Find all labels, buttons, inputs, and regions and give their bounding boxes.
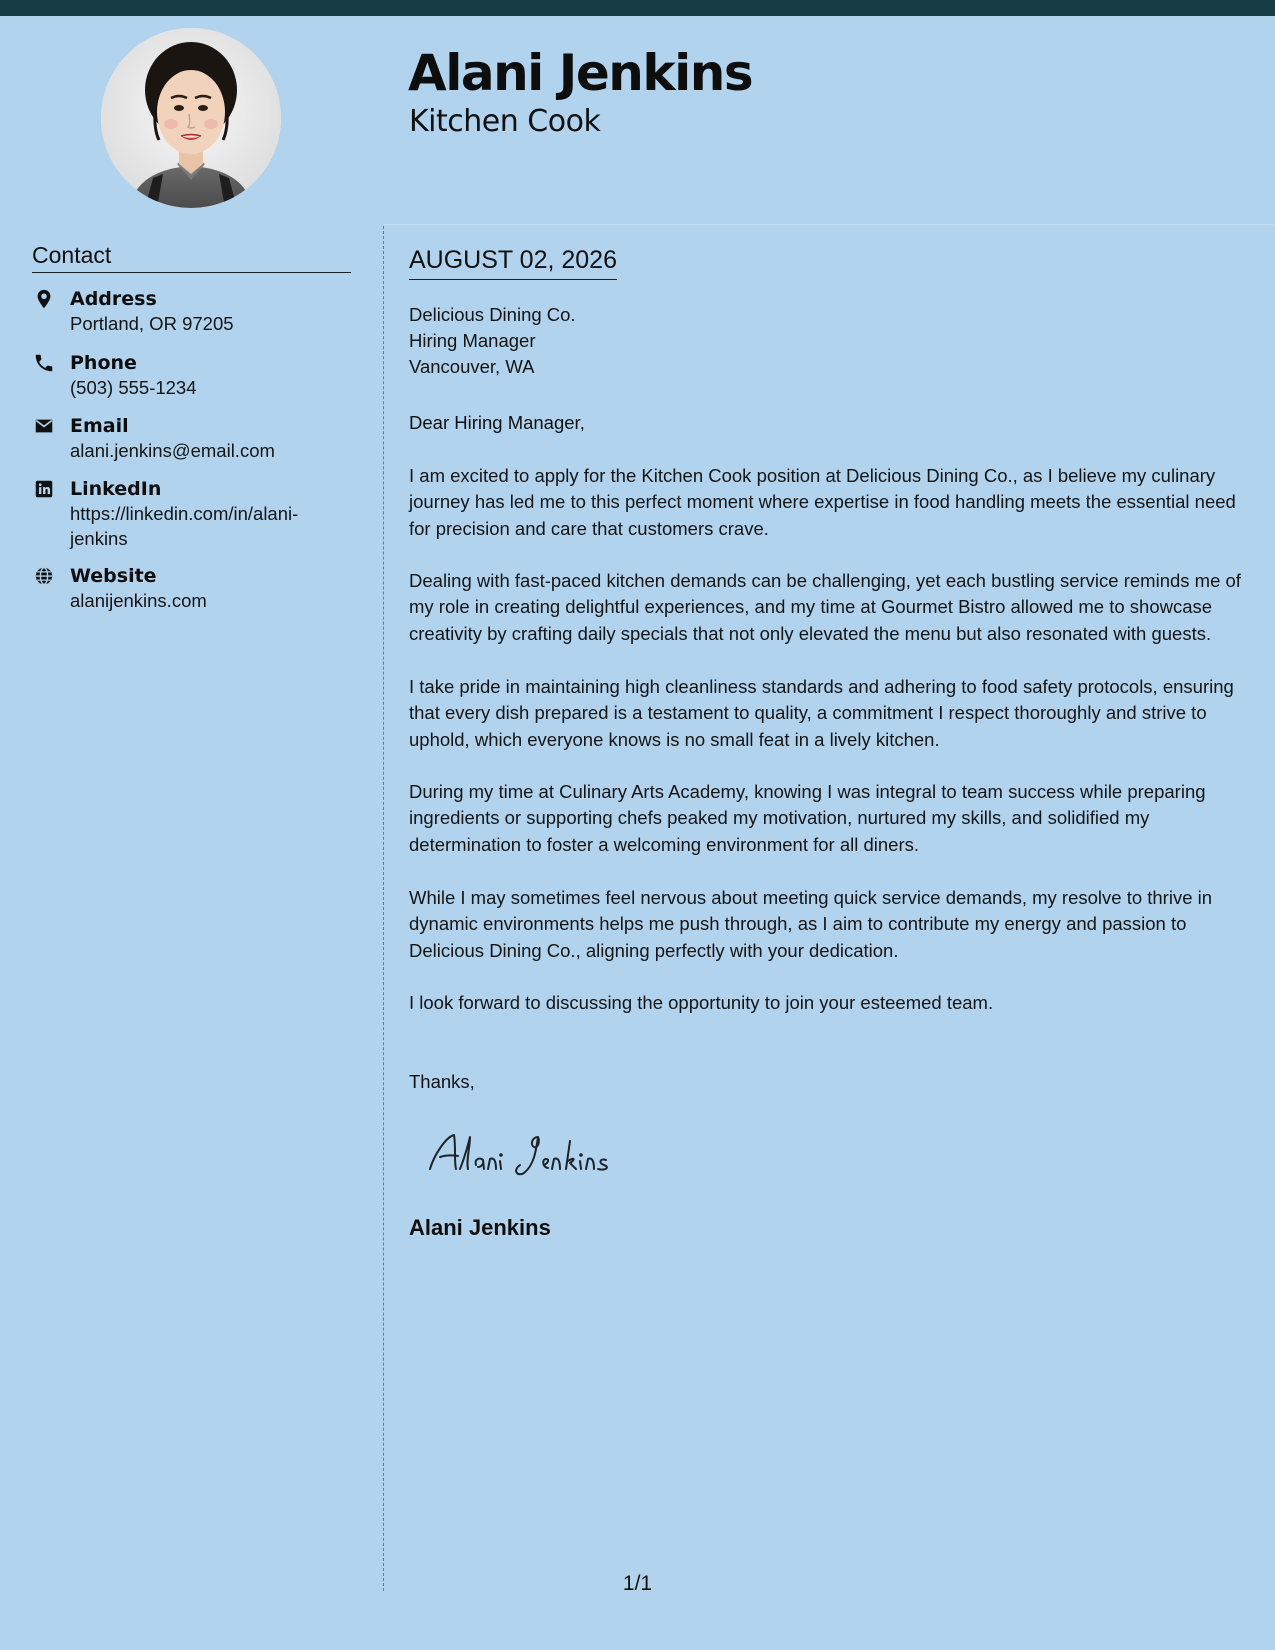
globe-icon [33,565,55,587]
contact-label: Phone [70,352,137,374]
applicant-name: Alani Jenkins [408,44,753,102]
location-pin-icon [33,288,55,310]
letter-date: AUGUST 02, 2026 [409,243,617,280]
salutation: Dear Hiring Manager, [409,412,585,433]
contact-value: alani.jenkins@email.com [70,440,275,461]
body-paragraph: I take pride in maintaining high cleanliness standards and adhering to food safety protocols, ensuring that every dish prepared is a testament to quality, a commitment I respect thoroughly and strive to uphold, which everyone knows is no small feat in a lively kitchen. [409,676,1234,750]
envelope-icon [33,415,55,437]
applicant-job-title: Kitchen Cook [409,104,601,139]
contact-heading: Contact [32,240,351,273]
recipient-company: Delicious Dining Co. [409,304,576,325]
recipient-block [409,302,576,380]
body-paragraph: I am excited to apply for the Kitchen Cook position at Delicious Dining Co., as I believe my culinary journey has led me to this perfect moment where expertise in food handling meets the essential need for precision and care that customers crave. [409,465,1236,539]
contact-label: Address [70,288,157,310]
phone-icon [33,352,55,374]
letter-closing: Thanks, [409,1071,475,1092]
contact-label: Email [70,415,129,437]
contact-value: alanijenkins.com [70,590,207,611]
profile-photo [101,28,281,208]
body-paragraph: During my time at Culinary Arts Academy, knowing I was integral to team success while preparing ingredients or supporting chefs peaked my motivation, nurtured my skills, and solidified my determination to foster a welcoming environment for all diners. [409,781,1206,855]
header-divider [384,224,1275,225]
body-paragraph: While I may sometimes feel nervous about meeting quick service demands, my resolve to thrive in dynamic environments helps me push through, as I aim to contribute my energy and passion to Delicious Dining Co., aligning perfectly with your dedication. [409,887,1213,961]
contact-label: Website [70,565,157,587]
contact-label: LinkedIn [70,478,162,500]
contact-value: Portland, OR 97205 [70,313,234,334]
column-divider [383,226,384,1591]
body-paragraph: I look forward to discussing the opportunity to join your esteemed team. [409,992,994,1013]
contact-value: (503) 555-1234 [70,377,197,398]
contact-value: https://linkedin.com/in/alani-jenkins [70,503,299,549]
linkedin-icon [33,478,55,500]
recipient-location: Vancouver, WA [409,356,535,377]
handwritten-signature [420,1125,660,1190]
recipient-role: Hiring Manager [409,330,536,351]
signer-name: Alani Jenkins [409,1215,551,1240]
body-paragraph: Dealing with fast-paced kitchen demands can be challenging, yet each bustling service reminds me of my role in creating delightful experiences, and my time at Gourmet Bistro allowed me to showcase creativity by crafting daily specials that not only elevated the menu but also resonated with guests. [409,570,1241,644]
top-accent-bar [0,0,1275,16]
page-indicator: 1/1 [622,1572,653,1595]
